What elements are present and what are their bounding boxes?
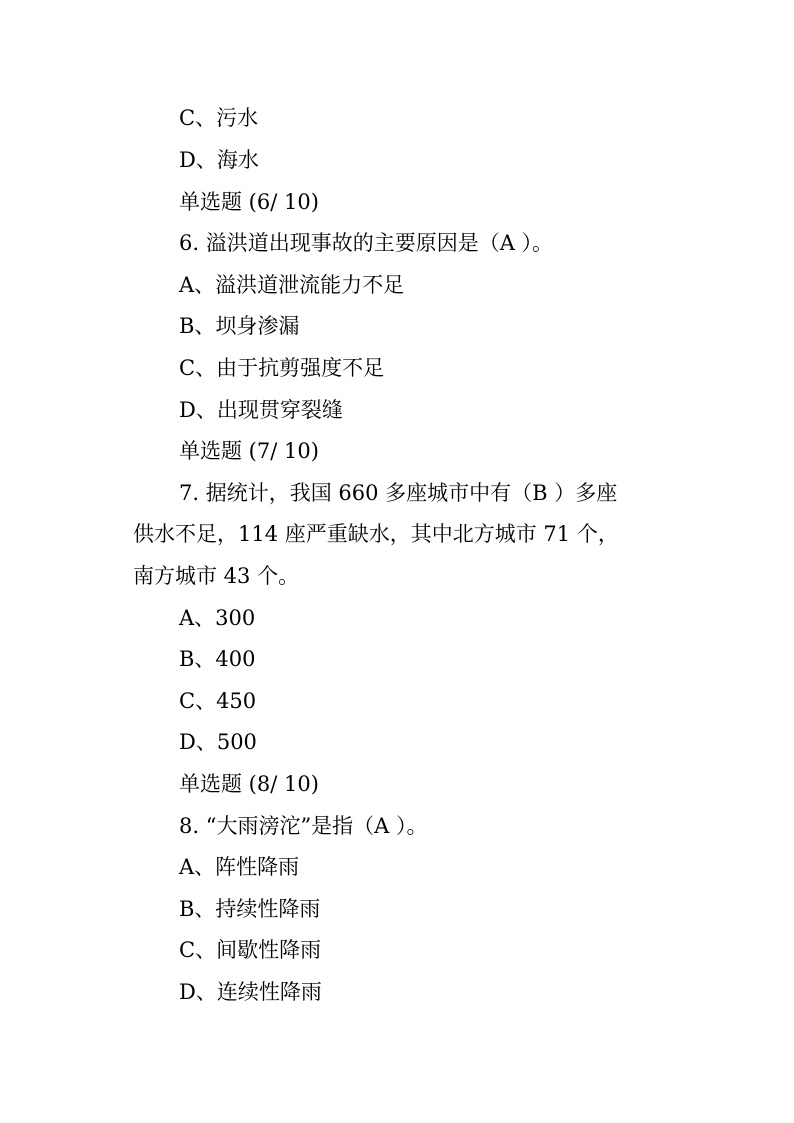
option-d-q6: D、出现贯穿裂缝	[179, 398, 343, 422]
option-b-q7: B、400	[179, 647, 256, 671]
option-d-q7: D、500	[179, 730, 257, 754]
question-header-6: 单选题 (6/ 10)	[179, 190, 319, 214]
option-b-q8: B、持续性降雨	[179, 897, 321, 921]
question-7-text-line-3: 南方城市 43 个。	[133, 564, 300, 588]
question-header-8: 单选题 (8/ 10)	[179, 772, 319, 796]
question-header-7: 单选题 (7/ 10)	[179, 439, 319, 463]
option-c-q6: C、由于抗剪强度不足	[179, 356, 385, 380]
option-b-q6: B、坝身渗漏	[179, 314, 300, 338]
question-6-text: 6. 溢洪道出现事故的主要原因是（A ）。	[179, 231, 554, 255]
option-a-q7: A、300	[179, 606, 256, 630]
question-8-text: 8. “大雨滂沱”是指（A ）。	[179, 814, 428, 838]
question-7-text-line-1: 7. 据统计，我国 660 多座城市中有（B ）多座	[179, 481, 618, 505]
option-d-q5: D、海水	[179, 148, 259, 172]
option-c-q5: C、污水	[179, 106, 259, 130]
option-a-q6: A、溢洪道泄流能力不足	[179, 273, 405, 297]
option-a-q8: A、阵性降雨	[179, 855, 300, 879]
question-7-text-line-2: 供水不足，114 座严重缺水，其中北方城市 71 个，	[133, 522, 619, 546]
option-d-q8: D、连续性降雨	[179, 980, 322, 1004]
option-c-q8: C、间歇性降雨	[179, 938, 322, 962]
option-c-q7: C、450	[179, 689, 257, 713]
